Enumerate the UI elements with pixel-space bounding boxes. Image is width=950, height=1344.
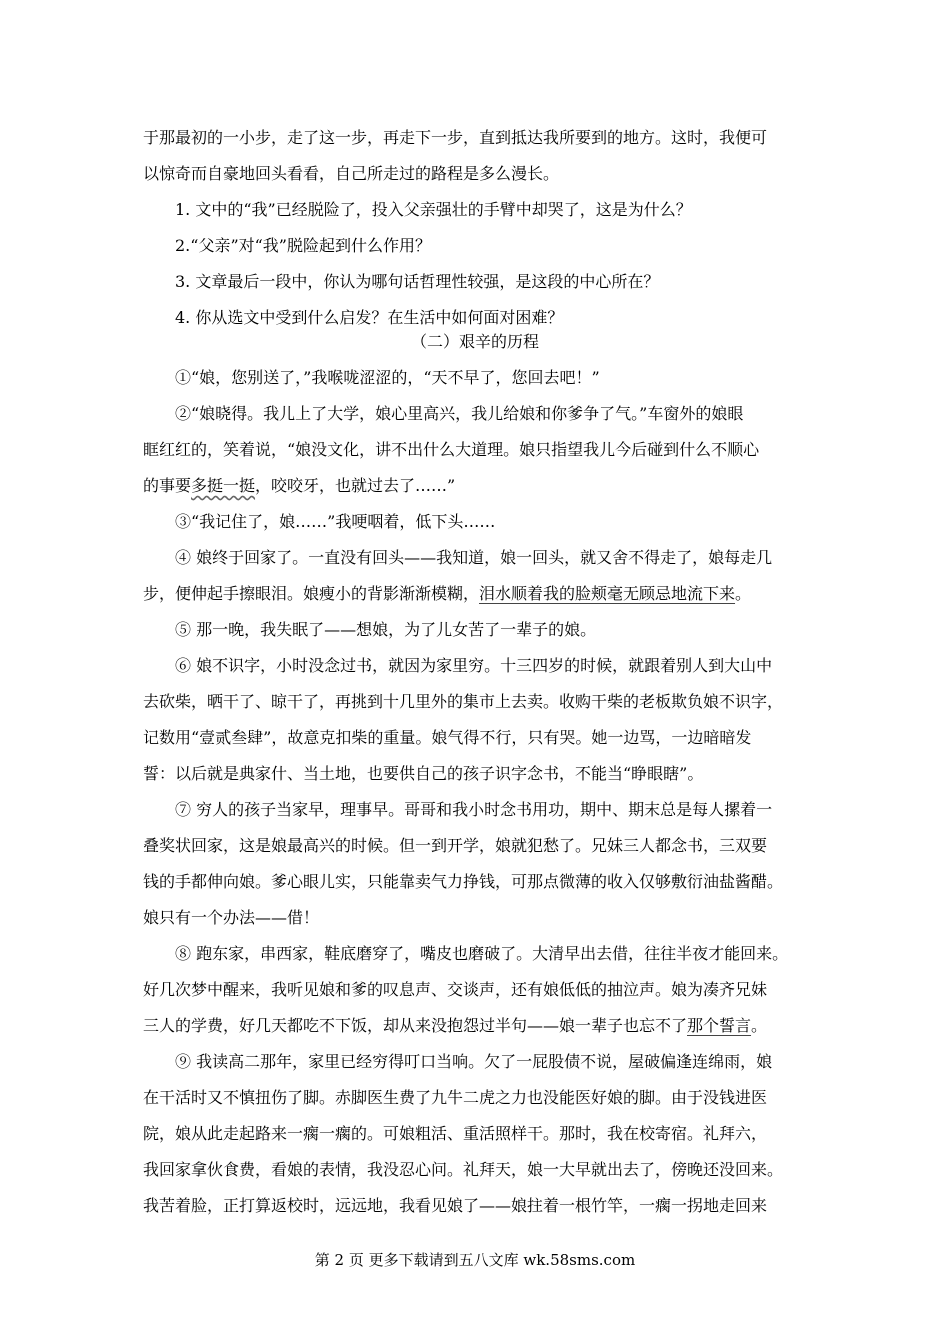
text-line [143,1016,943,1036]
paragraph-4: ④ 娘终于回家了。一直没有回头——我知道，娘一回头，就又舍不得走了，娘每走几 [175,548,773,567]
wavy-underlined-phrase: 多挺一挺 [191,476,256,495]
section-heading: （二）艰辛的历程 [410,332,539,351]
underlined-sentence: 泪水顺着我的脸颊毫无顾忌地流下来 [479,584,736,603]
text-line [143,476,943,496]
paragraph-5: ⑤ 那一晚，我失眠了——想娘，为了儿女苦了一辈子的娘。 [175,620,597,639]
text-line: 眶红红的，笑着说，“娘没文化，讲不出什么大道理。娘只指望我儿今后碰到什么不顺心 [143,440,760,459]
text-run: 的事要 [143,476,192,495]
text-line [143,584,943,604]
text-line: 好几次梦中醒来，我听见娘和爹的叹息声、交谈声，还有娘低低的抽泣声。娘为凑齐兄妹 [143,980,768,999]
text-line: 以惊奇而自豪地回头看看，自己所走过的路程是多么漫长。 [143,164,560,183]
text-run: 。 [751,1016,768,1035]
text-line: 我苦着脸，正打算返校时，远远地，我看见娘了——娘拄着一根竹竿，一瘸一拐地走回来 [143,1196,768,1215]
text-run: 。 [735,584,752,603]
question-3: 3. 文章最后一段中，你认为哪句话哲理性较强，是这段的中心所在？ [175,272,660,291]
paragraph-9: ⑨ 我读高二那年，家里已经穷得叮口当响。欠了一屁股债不说，屋破偏逢连绵雨，娘 [175,1052,773,1071]
text-line: 于那最初的一小步，走了这一步，再走下一步，直到抵达我所要到的地方。这时，我便可 [143,128,768,147]
text-run: 步，便伸起手擦眼泪。娘瘦小的背影渐渐模糊， [143,584,480,603]
text-line: 我回家拿伙食费，看娘的表情，我没忍心问。礼拜天，娘一大早就出去了，傍晚还没回来。 [143,1160,784,1179]
question-2: 2.“父亲”对“我”脱险起到什么作用？ [175,236,431,255]
paragraph-2: ②“娘晓得。我儿上了大学，娘心里高兴，我儿给娘和你爹争了气。”车窗外的娘眼 [175,404,744,423]
question-1: 1. 文中的“我”已经脱险了，投入父亲强壮的手臂中却哭了，这是为什么？ [175,200,692,219]
text-line: 在干活时又不慎扭伤了脚。赤脚医生费了九牛二虎之力也没能医好娘的脚。由于没钱进医 [143,1088,768,1107]
question-4: 4. 你从选文中受到什么启发？在生活中如何面对困难？ [175,308,564,327]
text-line: 记数用“壹贰叁肆”，故意克扣柴的重量。娘气得不行，只有哭。她一边骂，一边暗暗发 [143,728,752,747]
text-line: 娘只有一个办法——借！ [143,908,320,927]
text-line: 院，娘从此走起路来一瘸一瘸的。可娘粗活、重活照样干。那时，我在校寄宿。礼拜六， [143,1124,768,1143]
paragraph-1: ①“娘，您别送了，”我喉咙涩涩的，“天不早了，您回去吧！” [175,368,600,387]
paragraph-6: ⑥ 娘不识字，小时没念过书，就因为家里穷。十三四岁的时候，就跟着别人到大山中 [175,656,773,675]
underlined-phrase: 那个誓言 [687,1016,752,1035]
page-footer: 第 2 页 更多下载请到五八文库 wk.58sms.com [314,1251,636,1269]
paragraph-3: ③“我记住了，娘……”我哽咽着，低下头…… [175,512,496,531]
text-line: 去砍柴，晒干了、晾干了，再挑到十几里外的集市上去卖。收购干柴的老板欺负娘不识字， [143,692,784,711]
text-line: 誓：以后就是典家什、当土地，也要供自己的孩子识字念书，不能当“睁眼瞎”。 [143,764,704,783]
text-run: 三人的学费，好几天都吃不下饭，却从来没抱怨过半句——娘一辈子也忘不了 [143,1016,688,1035]
text-line: 叠奖状回家，这是娘最高兴的时候。但一到开学，娘就犯愁了。兄妹三人都念书，三双要 [143,836,768,855]
paragraph-7: ⑦ 穷人的孩子当家早，理事早。哥哥和我小时念书用功，期中、期末总是每人摞着一 [175,800,773,819]
text-line: 钱的手都伸向娘。爹心眼儿实，只能靠卖气力挣钱，可那点微薄的收入仅够敷衍油盐酱醋。 [143,872,784,891]
text-run: ，咬咬牙，也就过去了……” [255,476,456,495]
paragraph-8: ⑧ 跑东家，串西家，鞋底磨穿了，嘴皮也磨破了。大清早出去借，往往半夜才能回来。 [175,944,789,963]
